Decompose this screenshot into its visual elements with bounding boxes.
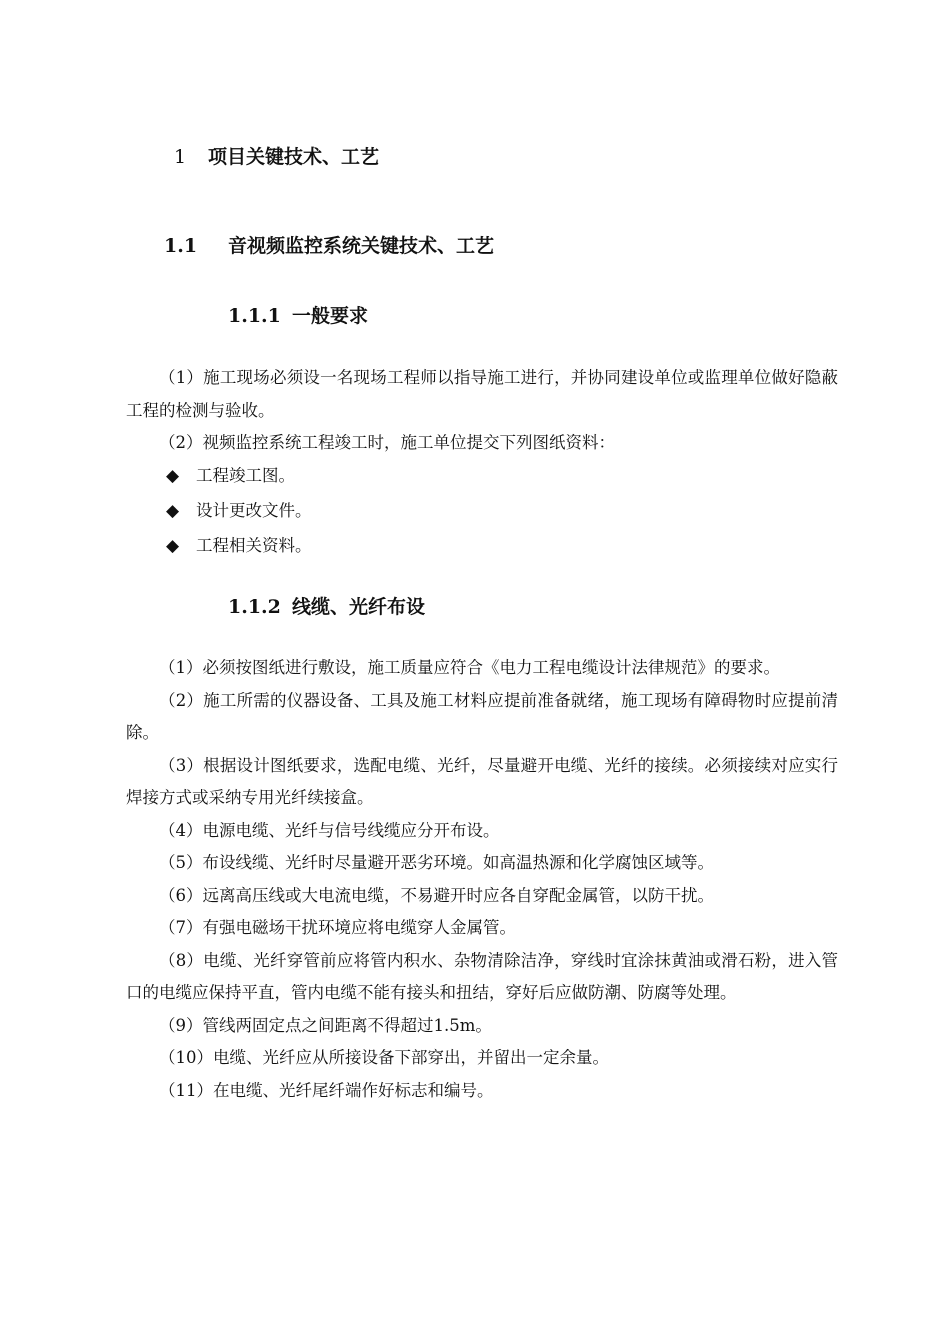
heading-text: 项目关键技术、工艺 — [208, 146, 380, 168]
paragraph: （2）视频监控系统工程竣工时，施工单位提交下列图纸资料： — [159, 433, 615, 452]
paragraph: （1）施工现场必须设一名现场工程师以指导施工进行，并协同建设单位或监理单位做好隐蔽工程的检测与验收。 — [126, 368, 838, 420]
list-item-text: 设计更改文件。 — [196, 500, 312, 520]
paragraph: （3）根据设计图纸要求，选配电缆、光纤，尽量避开电缆、光纤的接续。必须接续对应实行焊接方式或采纳专用光纤续接盒。 — [126, 755, 838, 807]
heading-level-3-cabling — [228, 592, 425, 619]
diamond-bullet-icon: ◆ — [166, 465, 180, 486]
heading-number: 1.1.2 — [228, 596, 281, 618]
list-item — [126, 460, 950, 495]
heading-number: 1.1 — [164, 235, 198, 257]
paragraph: （10）电缆、光纤应从所接设备下部穿出，并留出一定余量。 — [159, 1048, 609, 1067]
heading-number: 1.1.1 — [228, 305, 281, 327]
paragraph: （1）必须按图纸进行敷设，施工质量应符合《电力工程电缆设计法律规范》的要求。 — [159, 658, 780, 677]
list-item-text: 工程相关资料。 — [196, 535, 312, 555]
paragraph: （2）施工所需的仪器设备、工具及施工材料应提前准备就绪，施工现场有障碍物时应提前清除。 — [126, 690, 838, 742]
list-item — [126, 495, 950, 530]
heading-number: 1 — [174, 146, 187, 168]
heading-text: 音视频监控系统关键技术、工艺 — [228, 235, 495, 257]
paragraph: （8）电缆、光纤穿管前应将管内积水、杂物清除洁净，穿线时宜涂抹黄油或滑石粉，进入管口的电缆应保持平直，管内电缆不能有接头和扭结，穿好后应做防潮、防腐等处理。 — [126, 950, 838, 1002]
paragraph: （7）有强电磁场干扰环境应将电缆穿人金属管。 — [159, 918, 516, 937]
section-cabling — [126, 652, 838, 1107]
paragraph: （9）管线两固定点之间距离不得超过1.5m。 — [159, 1015, 492, 1035]
paragraph: （5）布设线缆、光纤时尽量避开恶劣环境。如高温热源和化学腐蚀区域等。 — [159, 853, 714, 872]
heading-level-1 — [174, 142, 379, 169]
section-general-requirements — [126, 362, 838, 565]
heading-level-2 — [164, 231, 494, 258]
heading-text: 线缆、光纤布设 — [292, 596, 426, 618]
heading-level-3-general — [228, 301, 368, 328]
paragraph: （4）电源电缆、光纤与信号线缆应分开布设。 — [159, 820, 500, 840]
heading-text: 一般要求 — [292, 305, 369, 327]
diamond-bullet-icon: ◆ — [166, 500, 180, 521]
diamond-bullet-icon: ◆ — [166, 535, 180, 556]
paragraph: （6）远离高压线或大电流电缆，不易避开时应各自穿配金属管，以防干扰。 — [159, 885, 714, 905]
paragraph: （11）在电缆、光纤尾纤端作好标志和编号。 — [159, 1080, 494, 1100]
list-item-text: 工程竣工图。 — [196, 465, 295, 485]
list-item — [126, 530, 950, 565]
